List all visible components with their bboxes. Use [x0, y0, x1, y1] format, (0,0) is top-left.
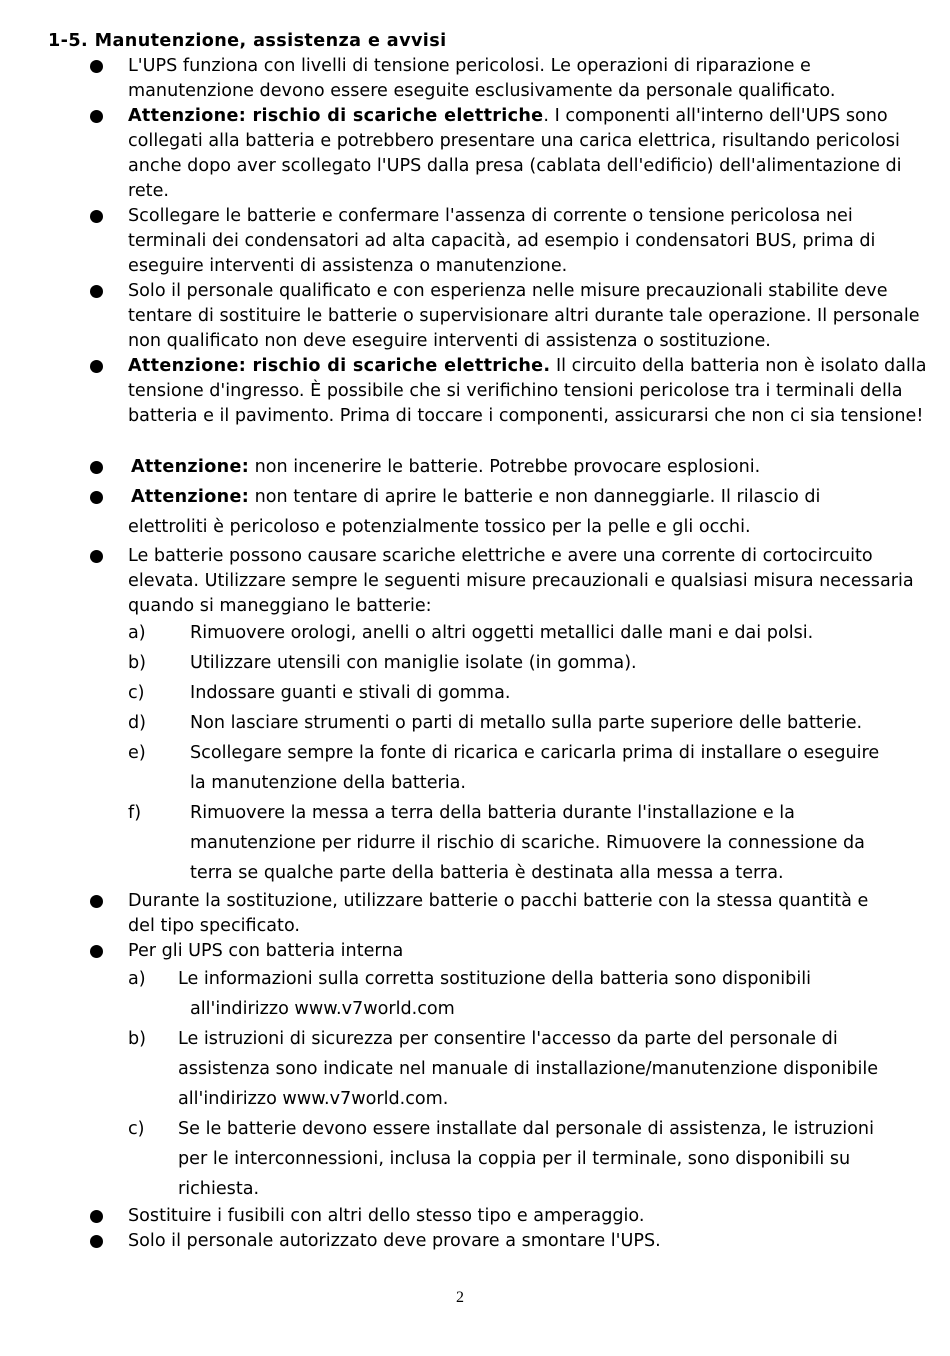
bullet-icon: [90, 1210, 103, 1223]
list-item: [128, 104, 928, 204]
step-text: Non lasciare strumenti o parti di metallo sulla parte superiore delle batterie.: [190, 713, 863, 733]
item-text: Solo il personale autorizzato deve provare a smontare l'UPS.: [128, 1231, 661, 1251]
item-text: Solo il personale qualificato e con esperienza nelle misure precauzionali stabilite deve tentare di sostituire le batterie o supervisionare altri durante tale operazione. Il personale non qualificato non deve eseguire interventi di assistenza o sostituzione.: [128, 281, 920, 351]
item-bold-text: Attenzione: rischio di scariche elettriche.: [128, 356, 551, 376]
list-item: [128, 1229, 928, 1254]
bullet-icon: [90, 60, 103, 73]
item-text: Il circuito della batteria non è isolato dalla tensione d'ingresso. È possibile che si verifichino tensioni pericolose tra i terminali della batteria e il pavimento. Prima di toccare i componenti, assicurarsi che non ci sia tensione!: [128, 356, 927, 426]
list-item: [128, 889, 888, 939]
bullet-icon: [90, 360, 103, 373]
step-text: Rimuovere la messa a terra della batteria durante l'installazione e la manutenzione per ridurre il rischio di scariche. Rimuovere la connessione da terra se qualche parte della batteria è destinata alla messa a terra.: [190, 803, 865, 883]
bullet-icon: [90, 110, 103, 123]
item-text: non incenerire le batterie. Potrebbe provocare esplosioni.: [249, 457, 761, 477]
item-text: L'UPS funziona con livelli di tensione pericolosi. Le operazioni di riparazione e manutenzione devono essere eseguite esclusivamente da personale qualificato.: [128, 56, 836, 101]
bullet-icon: [90, 285, 103, 298]
list-item: [128, 204, 928, 279]
step-letter: c): [128, 683, 145, 703]
bullet-icon: [90, 1235, 103, 1248]
list-item: [128, 482, 888, 542]
page-number: 2: [456, 1289, 464, 1306]
step-letter: a): [128, 969, 146, 989]
step-text: Le istruzioni di sicurezza per consentire l'accesso da parte del personale di assistenza sono indicate nel manuale di installazione/manutenzione disponibile all'indirizzo www.v7world.com.: [178, 1029, 879, 1109]
bullet-icon: [90, 210, 103, 223]
section-heading: 1-5. Manutenzione, assistenza e avvisi: [48, 31, 447, 51]
step-letter: a): [128, 623, 146, 643]
bullet-icon: [90, 491, 103, 504]
item-text: . I componenti all'interno dell'UPS sono collegati alla batteria e potrebbero presentare una carica elettrica, risultando pericolosi anche dopo aver scollegato l'UPS dalla presa (cablata dell'edificio) dell'alimentazione di rete.: [128, 106, 902, 201]
list-item: [128, 279, 928, 354]
bullet-icon: [90, 461, 103, 474]
item-text: Scollegare le batterie e confermare l'assenza di corrente o tensione pericolosa nei terminali dei condensatori ad alta capacità, ad esempio i condensatori BUS, prima di eseguire interventi di assistenza o manutenzione.: [128, 206, 876, 276]
step-letter: b): [128, 1029, 147, 1049]
list-item: [128, 54, 928, 104]
list-item: [131, 455, 931, 480]
list-item: [128, 544, 928, 619]
item-text: non tentare di aprire le batterie e non danneggiarle. Il rilascio di elettroliti è pericoloso e potenzialmente tossico per la pelle e gli occhi.: [128, 487, 821, 537]
item-bold-text: Attenzione:: [131, 487, 250, 507]
step-letter: e): [128, 743, 146, 763]
step-text: Indossare guanti e stivali di gomma.: [190, 683, 511, 703]
bullet-icon: [90, 895, 103, 908]
step-text: Se le batterie devono essere installate dal personale di assistenza, le istruzioni per le interconnessioni, inclusa la coppia per il terminale, sono disponibili su richiesta.: [178, 1119, 874, 1199]
step-letter: f): [128, 803, 142, 823]
step-letter: c): [128, 1119, 145, 1139]
list-item: [128, 354, 928, 429]
item-text: Per gli UPS con batteria interna: [128, 941, 404, 961]
bullet-icon: [90, 945, 103, 958]
item-text: Sostituire i fusibili con altri dello stesso tipo e amperaggio.: [128, 1206, 645, 1226]
step-text: Utilizzare utensili con maniglie isolate (in gomma).: [190, 653, 637, 673]
step-letter: b): [128, 653, 147, 673]
step-text-continued: all'indirizzo www.v7world.com: [190, 999, 455, 1019]
step-text: Scollegare sempre la fonte di ricarica e caricarla prima di installare o eseguire la manutenzione della batteria.: [190, 743, 880, 793]
step-text: Rimuovere orologi, anelli o altri oggetti metallici dalle mani e dai polsi.: [190, 623, 814, 643]
list-item: [128, 1204, 928, 1229]
step-text: Le informazioni sulla corretta sostituzione della batteria sono disponibili: [178, 969, 811, 989]
item-bold-text: Attenzione:: [131, 457, 250, 477]
item-text: Durante la sostituzione, utilizzare batterie o pacchi batterie con la stessa quantità e del tipo specificato.: [128, 891, 869, 936]
step-letter: d): [128, 713, 147, 733]
list-item: [128, 939, 928, 964]
item-bold-text: Attenzione: rischio di scariche elettriche: [128, 106, 544, 126]
bullet-icon: [90, 550, 103, 563]
item-text: Le batterie possono causare scariche elettriche e avere una corrente di cortocircuito elevata. Utilizzare sempre le seguenti misure precauzionali e qualsiasi misura necessaria quando si maneggiano le batterie:: [128, 546, 914, 616]
